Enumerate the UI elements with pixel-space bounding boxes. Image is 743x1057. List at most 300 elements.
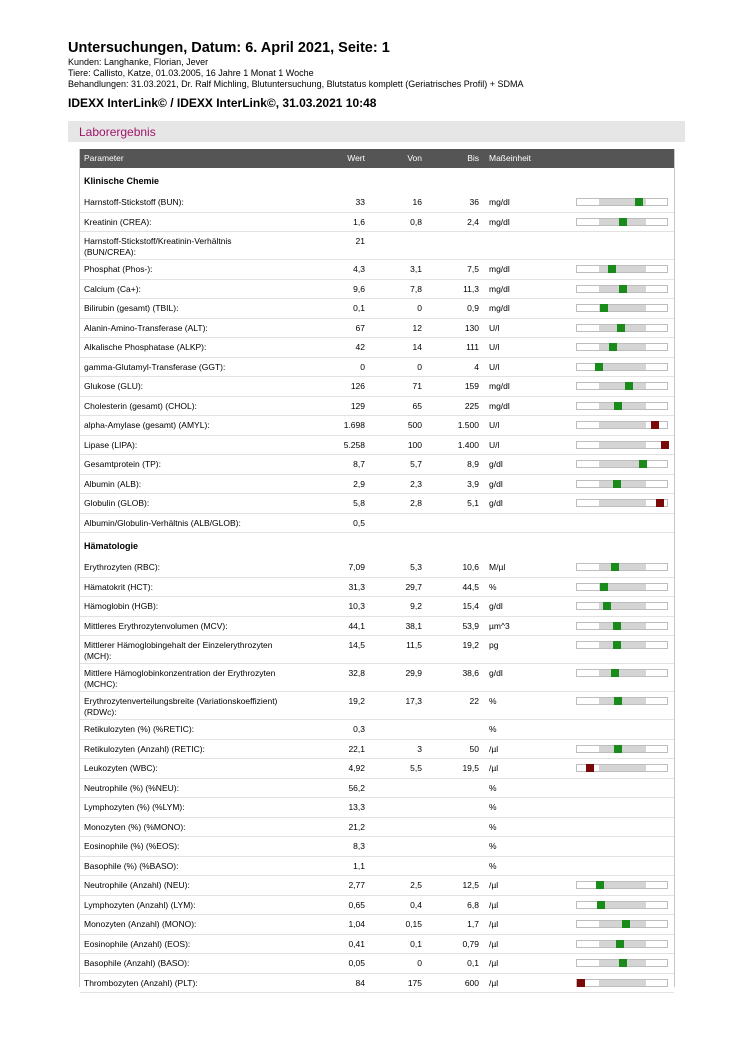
value: 4,3: [353, 264, 365, 274]
table-row: [80, 935, 674, 955]
value-marker: [595, 363, 603, 371]
unit: g/dl: [489, 498, 503, 508]
range-gauge: [576, 382, 668, 390]
table-row: [80, 558, 674, 578]
param-name: Eosinophile (%) (%EOS):: [84, 841, 180, 851]
param-name: Mittleres Erythrozytenvolumen (MCV):: [84, 620, 228, 631]
value: 10,3: [348, 601, 365, 611]
range-high: 36: [469, 197, 479, 207]
table-row: [80, 232, 674, 260]
table-row: [80, 455, 674, 475]
range-gauge: [576, 940, 668, 948]
value: 44,1: [348, 620, 365, 631]
param-name: Lipase (LIPA):: [84, 439, 138, 450]
range-gauge: [576, 324, 668, 332]
value: 129: [350, 400, 365, 411]
table-row: [80, 213, 674, 233]
table-row: [80, 494, 674, 514]
param-name: Hämoglobin (HGB):: [84, 601, 159, 611]
table-row: [80, 377, 674, 397]
value: 2,77: [348, 880, 365, 890]
value-marker: [600, 583, 608, 591]
range-high: 38,6: [462, 668, 479, 678]
unit: U/l: [489, 420, 500, 430]
value-marker: [625, 382, 633, 390]
reference-band: [599, 481, 646, 487]
table-row: [80, 896, 674, 916]
range-gauge: [576, 198, 668, 206]
reference-band: [599, 980, 646, 986]
range-high: 2,4: [467, 216, 479, 227]
table-row: [80, 818, 674, 838]
unit: %: [489, 782, 497, 793]
unit: U/l: [489, 322, 500, 333]
results-table: [79, 149, 675, 987]
range-low: 9,2: [410, 601, 422, 611]
unit: /µl: [489, 958, 499, 968]
col-bis: Bis: [467, 153, 479, 163]
value-marker: [597, 901, 605, 909]
value-marker: [656, 499, 664, 507]
value: 33: [355, 197, 365, 207]
unit: g/dl: [489, 478, 503, 489]
range-low: 2,5: [410, 880, 422, 890]
param-name: Alanin-Amino-Transferase (ALT):: [84, 322, 208, 333]
value: 0,1: [353, 303, 365, 313]
param-name: Harnstoff-Stickstoff (BUN):: [84, 197, 184, 207]
param-name: Gesamtprotein (TP):: [84, 459, 161, 469]
value-marker: [639, 460, 647, 468]
value: 31,3: [348, 581, 365, 592]
unit: /µl: [489, 880, 499, 890]
value-marker: [617, 324, 625, 332]
range-gauge: [576, 363, 668, 371]
param-name: Mittlere Hämoglobinkonzentration der Erythrozyten (MCHC):: [84, 668, 276, 689]
reference-band: [599, 403, 646, 409]
reference-band: [599, 344, 646, 350]
range-high: 6,8: [467, 899, 479, 910]
reference-band: [599, 564, 646, 570]
value: 2,9: [353, 478, 365, 489]
table-row: [80, 857, 674, 877]
range-high: 130: [464, 322, 479, 333]
value-marker: [596, 881, 604, 889]
value: 13,3: [348, 802, 365, 812]
reference-band: [599, 670, 646, 676]
value: 0,5: [353, 517, 365, 528]
param-name: Erythrozytenverteilungsbreite (Variationskoeffizient) (RDWc):: [84, 696, 278, 717]
value-marker: [619, 285, 627, 293]
range-high: 600: [464, 977, 479, 988]
param-name: Basophile (Anzahl) (BASO):: [84, 958, 190, 968]
param-name: Globulin (GLOB):: [84, 498, 150, 508]
range-high: 8,9: [467, 459, 479, 469]
report-title: Untersuchungen, Datum: 6. April 2021, Seite: 1: [68, 40, 390, 56]
value: 84: [355, 977, 365, 988]
range-high: 1.400: [457, 439, 479, 450]
table-row: [80, 280, 674, 300]
unit: %: [489, 581, 497, 592]
value: 4,92: [348, 763, 365, 773]
unit: /µl: [489, 938, 499, 949]
unit: pg: [489, 640, 499, 650]
range-gauge: [576, 441, 668, 449]
range-high: 225: [464, 400, 479, 411]
reference-band: [599, 383, 646, 389]
reference-band: [599, 765, 646, 771]
unit: mg/dl: [489, 197, 510, 207]
param-name: Retikulozyten (Anzahl) (RETIC):: [84, 743, 205, 754]
param-name: Erythrozyten (RBC):: [84, 562, 161, 572]
value-marker: [586, 764, 594, 772]
param-name: Lymphozyten (%) (%LYM):: [84, 802, 185, 812]
unit: µm^3: [489, 620, 510, 631]
value-marker: [611, 669, 619, 677]
value: 21,2: [348, 821, 365, 832]
unit: mg/dl: [489, 264, 510, 274]
value-marker: [651, 421, 659, 429]
param-name: Mittlerer Hämoglobingehalt der Einzelerythrozyten (MCH):: [84, 640, 273, 661]
param-name: Albumin (ALB):: [84, 478, 142, 489]
reference-band: [599, 623, 646, 629]
value: 1,04: [348, 919, 365, 929]
value: 5.258: [343, 439, 365, 450]
unit: %: [489, 821, 497, 832]
range-high: 1,7: [467, 919, 479, 929]
table-row: [80, 514, 674, 534]
value-marker: [614, 745, 622, 753]
range-gauge: [576, 641, 668, 649]
value: 0,65: [348, 899, 365, 910]
range-low: 71: [412, 381, 422, 391]
range-low: 100: [407, 439, 422, 450]
value-marker: [616, 940, 624, 948]
reference-band: [599, 500, 646, 506]
range-gauge: [576, 402, 668, 410]
table-row: [80, 397, 674, 417]
col-parameter: Parameter: [84, 153, 124, 163]
value: 67: [355, 322, 365, 333]
reference-band: [599, 266, 646, 272]
range-low: 5,5: [410, 763, 422, 773]
param-name: Albumin/Globulin-Verhältnis (ALB/GLOB):: [84, 517, 241, 528]
value: 5,8: [353, 498, 365, 508]
section-heading: [80, 168, 674, 193]
range-low: 11,5: [406, 640, 422, 650]
param-name: Thrombozyten (Anzahl) (PLT):: [84, 977, 198, 988]
value: 1,1: [353, 860, 365, 871]
range-gauge: [576, 460, 668, 468]
value: 21: [355, 236, 365, 246]
value-marker: [611, 563, 619, 571]
unit: %: [489, 860, 497, 871]
range-gauge: [576, 622, 668, 630]
range-low: 0,8: [410, 216, 422, 227]
range-gauge: [576, 745, 668, 753]
range-high: 53,9: [462, 620, 479, 631]
table-row: [80, 299, 674, 319]
range-gauge: [576, 979, 668, 987]
table-row: [80, 876, 674, 896]
table-row: [80, 974, 674, 994]
param-name: Basophile (%) (%BASO):: [84, 860, 179, 871]
range-gauge: [576, 959, 668, 967]
range-high: 0,1: [467, 958, 479, 968]
range-low: 38,1: [405, 620, 422, 631]
param-name: Neutrophile (Anzahl) (NEU):: [84, 880, 190, 890]
param-name: Cholesterin (gesamt) (CHOL):: [84, 400, 197, 411]
table-row: [80, 779, 674, 799]
value: 126: [350, 381, 365, 391]
range-high: 0,9: [467, 303, 479, 313]
range-high: 7,5: [467, 264, 479, 274]
range-low: 65: [412, 400, 422, 411]
table-row: [80, 954, 674, 974]
range-low: 2,8: [410, 498, 422, 508]
table-row: [80, 436, 674, 456]
unit: mg/dl: [489, 303, 510, 313]
value: 8,7: [353, 459, 365, 469]
table-row: [80, 475, 674, 495]
range-gauge: [576, 602, 668, 610]
table-body: [80, 168, 674, 993]
param-name: Glukose (GLU):: [84, 381, 144, 391]
table-row: [80, 636, 674, 664]
value: 7,09: [348, 562, 365, 572]
table-row: [80, 338, 674, 358]
range-high: 19,2: [462, 640, 479, 650]
range-gauge: [576, 920, 668, 928]
unit: U/l: [489, 342, 500, 352]
value: 0,05: [348, 958, 365, 968]
param-name: Harnstoff-Stickstoff/Kreatinin-Verhältnis (BUN/CREA):: [84, 236, 232, 257]
reference-band: [599, 902, 646, 908]
value: 19,2: [348, 696, 365, 706]
value: 14,5: [348, 640, 365, 650]
value-marker: [600, 304, 608, 312]
range-high: 22: [469, 696, 479, 706]
value: 9,6: [353, 283, 365, 294]
param-name: Monozyten (Anzahl) (MONO):: [84, 919, 197, 929]
table-header: [80, 149, 674, 168]
unit: mg/dl: [489, 216, 510, 227]
value: 56,2: [348, 782, 365, 793]
value-marker: [614, 697, 622, 705]
range-low: 2,3: [410, 478, 422, 489]
range-gauge: [576, 285, 668, 293]
unit: %: [489, 802, 497, 812]
range-gauge: [576, 901, 668, 909]
range-low: 0,15: [405, 919, 422, 929]
value: 1.698: [343, 420, 365, 430]
unit: /µl: [489, 919, 499, 929]
section-heading-label: Hämatologie: [84, 541, 139, 551]
table-row: [80, 578, 674, 598]
value-marker: [614, 402, 622, 410]
range-high: 12,5: [462, 880, 479, 890]
section-band: [68, 121, 685, 142]
range-low: 0,1: [410, 938, 422, 949]
range-low: 5,7: [410, 459, 422, 469]
range-low: 29,7: [405, 581, 422, 592]
unit: /µl: [489, 899, 499, 910]
unit: /µl: [489, 743, 499, 754]
range-high: 11,3: [463, 283, 479, 294]
report-header: [68, 40, 708, 111]
range-high: 159: [464, 381, 479, 391]
unit: U/l: [489, 439, 500, 450]
unit: mg/dl: [489, 381, 510, 391]
range-low: 3,1: [410, 264, 422, 274]
range-high: 50: [469, 743, 479, 754]
unit: %: [489, 841, 497, 851]
range-high: 4: [474, 361, 479, 372]
value-marker: [603, 602, 611, 610]
value-marker: [613, 622, 621, 630]
range-low: 0: [417, 958, 422, 968]
unit: g/dl: [489, 459, 503, 469]
range-low: 5,3: [410, 562, 422, 572]
range-low: 0: [417, 361, 422, 372]
treatment-line: Behandlungen: 31.03.2021, Dr. Ralf Michling, Blutuntersuchung, Blutstatus komplett (Geriatrisches Profil) + SDMA: [68, 79, 524, 89]
range-high: 19,5: [462, 763, 479, 773]
range-low: 500: [407, 420, 422, 430]
value: 1,6: [353, 216, 365, 227]
table-row: [80, 837, 674, 857]
range-gauge: [576, 421, 668, 429]
table-row: [80, 692, 674, 720]
table-row: [80, 664, 674, 692]
range-low: 0,4: [410, 899, 422, 910]
table-row: [80, 319, 674, 339]
value-marker: [577, 979, 585, 987]
param-name: Phosphat (Phos-):: [84, 264, 153, 274]
table-row: [80, 720, 674, 740]
col-von: Von: [407, 153, 422, 163]
unit: /µl: [489, 763, 499, 773]
range-high: 15,4: [462, 601, 479, 611]
range-low: 17,3: [405, 696, 422, 706]
value: 0: [360, 361, 365, 372]
range-low: 0: [417, 303, 422, 313]
value-marker: [619, 218, 627, 226]
reference-band: [599, 882, 646, 888]
animal-line: Tiere: Callisto, Katze, 01.03.2005, 16 Jahre 1 Monat 1 Woche: [68, 68, 314, 78]
unit: M/µl: [489, 562, 506, 572]
range-high: 3,9: [467, 478, 479, 489]
range-gauge: [576, 304, 668, 312]
reference-band: [599, 746, 646, 752]
value: 22,1: [348, 743, 365, 754]
col-wert: Wert: [347, 153, 365, 163]
table-row: [80, 740, 674, 760]
range-gauge: [576, 499, 668, 507]
range-high: 44,5: [462, 581, 479, 592]
unit: %: [489, 696, 497, 706]
table-row: [80, 617, 674, 637]
table-row: [80, 597, 674, 617]
value-marker: [661, 441, 669, 449]
range-low: 12: [412, 322, 422, 333]
param-name: Eosinophile (Anzahl) (EOS):: [84, 938, 191, 949]
value: 32,8: [348, 668, 365, 678]
param-name: gamma-Glutamyl-Transferase (GGT):: [84, 361, 226, 372]
param-name: Hämatokrit (HCT):: [84, 581, 153, 592]
range-low: 175: [407, 977, 422, 988]
range-gauge: [576, 218, 668, 226]
reference-band: [599, 642, 646, 648]
table-row: [80, 193, 674, 213]
reference-band: [599, 698, 646, 704]
section-heading: [80, 533, 674, 558]
value-marker: [608, 265, 616, 273]
value-marker: [613, 480, 621, 488]
value: 0,41: [348, 938, 365, 949]
unit: g/dl: [489, 601, 503, 611]
range-low: 3: [417, 743, 422, 754]
range-gauge: [576, 563, 668, 571]
unit: mg/dl: [489, 283, 510, 294]
range-gauge: [576, 265, 668, 273]
range-high: 111: [466, 342, 479, 352]
reference-band: [599, 364, 646, 370]
table-row: [80, 358, 674, 378]
source-line: IDEXX InterLink© / IDEXX InterLink©, 31.03.2021 10:48: [68, 96, 377, 110]
section-heading-label: Klinische Chemie: [84, 176, 160, 186]
customer-line: Kunden: Langhanke, Florian, Jever: [68, 57, 209, 67]
range-low: 7,8: [410, 283, 422, 294]
unit: U/l: [489, 361, 500, 372]
value: 8,3: [353, 841, 365, 851]
param-name: Leukozyten (WBC):: [84, 763, 158, 773]
reference-band: [599, 442, 646, 448]
range-high: 10,6: [462, 562, 479, 572]
param-name: Monozyten (%) (%MONO):: [84, 821, 186, 832]
unit: %: [489, 724, 497, 734]
value-marker: [619, 959, 627, 967]
param-name: alpha-Amylase (gesamt) (AMYL):: [84, 420, 210, 430]
range-gauge: [576, 480, 668, 488]
table-row: [80, 798, 674, 818]
col-unit: Maßeinheit: [489, 153, 532, 163]
table-row: [80, 759, 674, 779]
value: 42: [355, 342, 365, 352]
table-row: [80, 915, 674, 935]
range-low: 29,9: [405, 668, 422, 678]
range-low: 16: [412, 197, 422, 207]
value-marker: [635, 198, 643, 206]
range-gauge: [576, 764, 668, 772]
param-name: Kreatinin (CREA):: [84, 216, 152, 227]
range-high: 5,1: [467, 498, 479, 508]
value-marker: [613, 641, 621, 649]
value-marker: [609, 343, 617, 351]
range-gauge: [576, 583, 668, 591]
range-high: 1.500: [457, 420, 479, 430]
range-gauge: [576, 343, 668, 351]
table-row: [80, 260, 674, 280]
table-row: [80, 416, 674, 436]
range-gauge: [576, 697, 668, 705]
param-name: Alkalische Phosphatase (ALKP):: [84, 342, 207, 352]
unit: g/dl: [489, 668, 503, 678]
unit: /µl: [489, 977, 499, 988]
range-gauge: [576, 881, 668, 889]
range-gauge: [576, 669, 668, 677]
param-name: Bilirubin (gesamt) (TBIL):: [84, 303, 179, 313]
value: 0,3: [353, 724, 365, 734]
param-name: Lymphozyten (Anzahl) (LYM):: [84, 899, 196, 910]
